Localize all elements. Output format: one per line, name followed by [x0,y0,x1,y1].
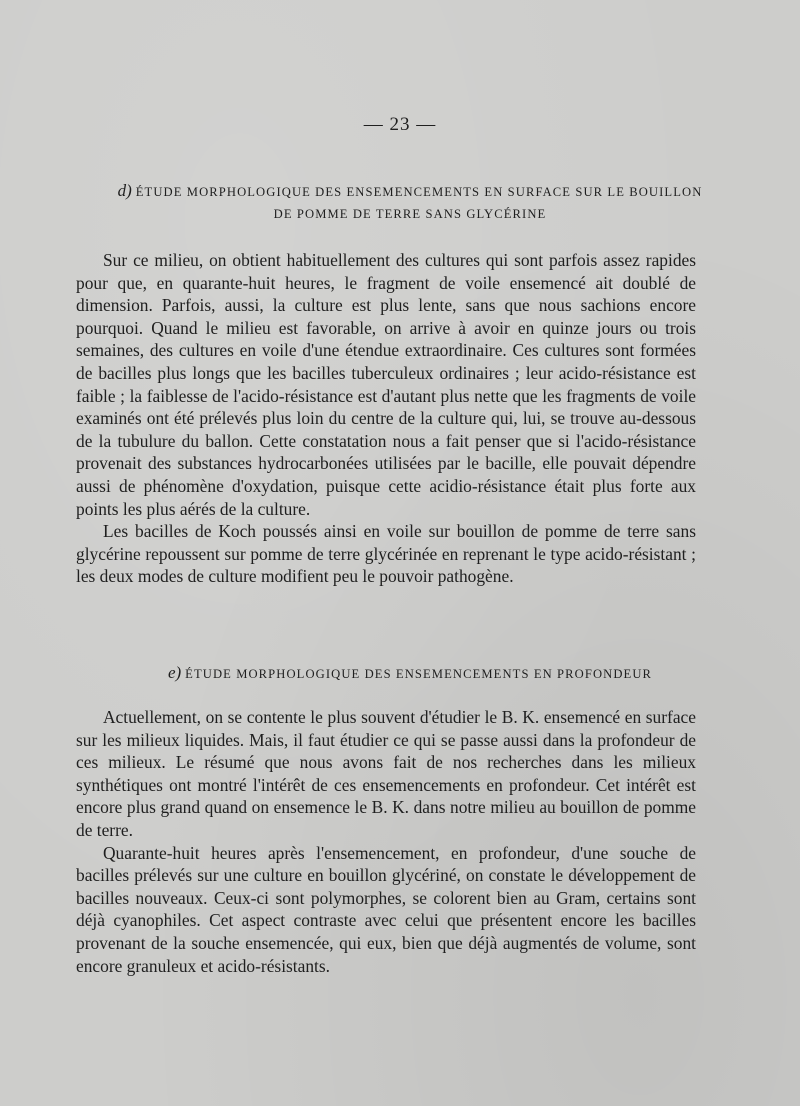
paragraph: Sur ce milieu, on obtient habituellement des cultures qui sont parfois assez rapides pour que, en quarante-huit heures, le fragment de voile ensemencé ait doublé de dimension. Parfois, aussi, la culture est plus lente, sans que nous sachions encore pourquoi. Quand le milieu est favorable, on arrive à avoir en quinze jours ou trois semaines, des cultures en voile d'une étendue extraordinaire. Ces cultures sont formées de bacilles plus longs que les bacilles tuberculeux ordinaires ; leur acido-résistance est faible ; la faiblesse de l'acido-résistance est d'autant plus nette que les fragments de voile examinés ont été prélevés plus loin du centre de la culture qui, lui, se trouve au-dessous de la tubulure du ballon. Cette constatation nous a fait penser que si l'acido-résistance provenait des substances hydrocarbonées utilisées par le bacille, elle pouvait dépendre aussi de phénomène d'oxydation, puisque cette acidio-résistance était plus forte aux points les plus aérés de la culture. [76,250,696,519]
section-d-title-line1: ÉTUDE MORPHOLOGIQUE DES ENSEMENCEMENTS EN SURFACE SUR LE BOUILLON [135,185,703,199]
section-d-marker: d) [117,181,132,200]
section-d-heading-line1 [70,180,750,203]
paragraph: Les bacilles de Koch poussés ainsi en voile sur bouillon de pomme de terre sans glycérine repoussent sur pomme de terre glycérinée en reprenant le type acido-résistant ; les deux modes de culture modifient peu le pouvoir pathogène. [76,521,696,587]
section-d-heading [70,180,750,225]
section-e-marker: e) [167,663,182,682]
section-d-title-line2: DE POMME DE TERRE SANS GLYCÉRINE [273,207,547,221]
section-d-body [76,249,696,588]
paragraph: Quarante-huit heures après l'ensemencement, en profondeur, d'une souche de bacilles prélevés sur une culture en bouillon glycériné, on constate le développement de bacilles nouveaux. Ceux-ci sont polymorphes, se colorent bien au Gram, certains sont déjà cyanophiles. Cet aspect contraste avec celui que présentent encore les bacilles provenant de la souche ensemencée, qui eux, bien que déjà augmentés de volume, sont encore granuleux et acido-résistants. [76,842,696,976]
page-number: — 23 — [363,114,437,135]
section-e-heading [70,662,750,685]
section-e-body [76,706,696,977]
paragraph: Actuellement, on se contente le plus souvent d'étudier le B. K. ensemencé en surface sur les milieux liquides. Mais, il faut étudier ce qui se passe aussi dans la profondeur de ces milieux. Le résumé que nous avons fait de nos recherches dans les milieux synthétiques ont montré l'intérêt de ces ensemencements en profondeur. Cet intérêt est encore plus grand quand on ensemence le B. K. dans notre milieu au bouillon de pomme de terre. [76,707,696,840]
section-e-title: ÉTUDE MORPHOLOGIQUE DES ENSEMENCEMENTS EN PROFONDEUR [185,667,653,681]
